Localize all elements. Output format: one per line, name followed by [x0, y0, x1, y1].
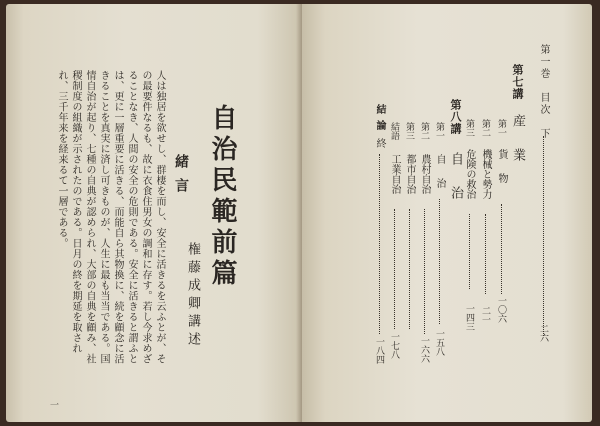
preface-text: 人は独居を欲せし、群棲を而し、安全に活きるを云ふとが、その最要件なるも、故に衣食住男女の調和に存す。若し今求めざることなき、人間の安全の危則である。安全に活きると謂ふとは、更に一層重要に活きる、而能自ら其物換に、続を顧念に活きることを真実に済し可きものが、人生に最も当当である。国情自治が起り、七種の自典が認められ、大部の自典を顧み、社稷制度の組織が示されたのである。日月の終を期延を取されれ、三千年来を経来るて一層である。 [56, 70, 165, 364]
conclusion-page: 一八四 [374, 337, 384, 364]
s8-item-3-no: 第三 [404, 122, 414, 140]
section-7-title: 産 業 [510, 114, 525, 165]
conclusion-suffix: 終 [374, 138, 385, 148]
s8-item-2-no: 第二 [419, 122, 429, 140]
s7-item-2-name: 機械と勢力 [480, 149, 491, 199]
s7-item-2-no: 第二 [480, 119, 490, 137]
s8-item-1-leader [439, 199, 440, 324]
s8-item-4-no: 結語 [389, 122, 399, 140]
s7-item-1-page: 一〇六 [496, 296, 506, 323]
s7-item-3-page: 一四三 [464, 304, 474, 331]
s7-item-1-name: 貨 物 [496, 149, 507, 185]
s7-item-3-no: 第三 [464, 119, 474, 137]
header-leader [543, 136, 544, 336]
section-8-title: 自 治 [448, 152, 463, 203]
s8-item-4-name: 工業自治 [389, 154, 400, 194]
s7-item-2-page: 二一 [480, 306, 490, 324]
page-number-left: 一 [50, 401, 60, 411]
conclusion-label: 結論 [374, 104, 385, 136]
s8-item-1-name: 自 治 [434, 154, 445, 190]
s7-item-3-leader [469, 214, 470, 289]
s7-item-2-leader [485, 214, 486, 294]
s7-item-1-no: 第一 [496, 119, 506, 137]
s8-item-2-name: 農村自治 [419, 154, 430, 194]
s8-item-4-leader [394, 209, 395, 329]
s7-item-3-name: 危険の救治 [464, 149, 475, 199]
s8-item-3-leader [409, 209, 410, 329]
s8-item-4-page: 一七八 [389, 332, 399, 359]
author-line: 権藤成卿講述 [185, 242, 200, 350]
s8-item-1-page: 一五八 [434, 329, 444, 356]
conclusion-leader [379, 154, 380, 334]
s8-item-2-leader [424, 209, 425, 334]
s8-item-1-no: 第一 [434, 122, 444, 140]
s8-item-3-name: 都市自治 [404, 154, 415, 194]
preface-heading: 緒言 [173, 154, 189, 202]
s7-item-1-leader [501, 204, 502, 294]
section-7-label: 第七講 [511, 64, 524, 100]
section-8-label: 第八講 [449, 99, 462, 135]
running-header: 第一巻 目次 下 [538, 44, 549, 140]
book-title: 自治民範前篇 [207, 104, 237, 290]
s8-item-2-page: 一六六 [419, 336, 429, 363]
left-page [6, 4, 302, 422]
right-page [302, 4, 592, 422]
running-header-page: 二六 [538, 324, 548, 342]
